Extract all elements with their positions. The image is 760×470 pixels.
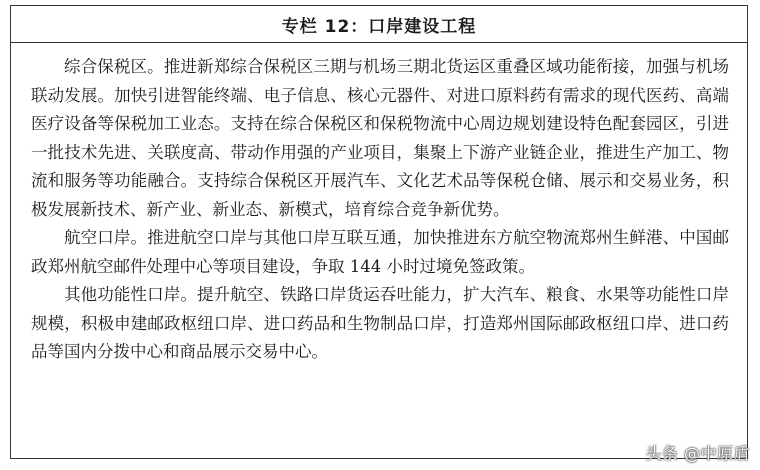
panel-title: 专栏 12：口岸建设工程 <box>11 6 747 43</box>
paragraph-functional-ports: 其他功能性口岸。提升航空、铁路口岸货运吞吐能力，扩大汽车、粮食、水果等功能性口岸规模，积极申建邮政枢纽口岸、进口药品和生物制品口岸，打造郑州国际邮政枢纽口岸、进口药品等国内分拨中心和商品展示交易中心。 <box>31 285 729 361</box>
paragraph-bonded-zone: 综合保税区。推进新郑综合保税区三期与机场三期北货运区重叠区域功能衔接，加强与机场联动发展。加快引进智能终端、电子信息、核心元器件、对进口原料药有需求的现代医药、高端医疗设备等保税加工业态。支持在综合保税区和保税物流中心周边规划建设特色配套园区，引进一批技术先进、关联度高、带动作用强的产业项目，集聚上下游产业链企业，推进生产加工、物流和服务等功能融合。支持综合保税区开展汽车、文化艺术品等保税仓储、展示和交易业务，积极发展新技术、新产业、新业态、新模式，培育综合竞争新优势。 <box>31 57 729 219</box>
paragraph-aviation-port: 航空口岸。推进航空口岸与其他口岸互联互通，加快推进东方航空物流郑州生鲜港、中国邮政郑州航空邮件处理中心等项目建设，争取 144 小时过境免签政策。 <box>31 228 729 276</box>
panel-body <box>11 43 747 367</box>
column-panel <box>10 5 748 459</box>
source-watermark: 头条 @中原盾 <box>645 444 750 463</box>
